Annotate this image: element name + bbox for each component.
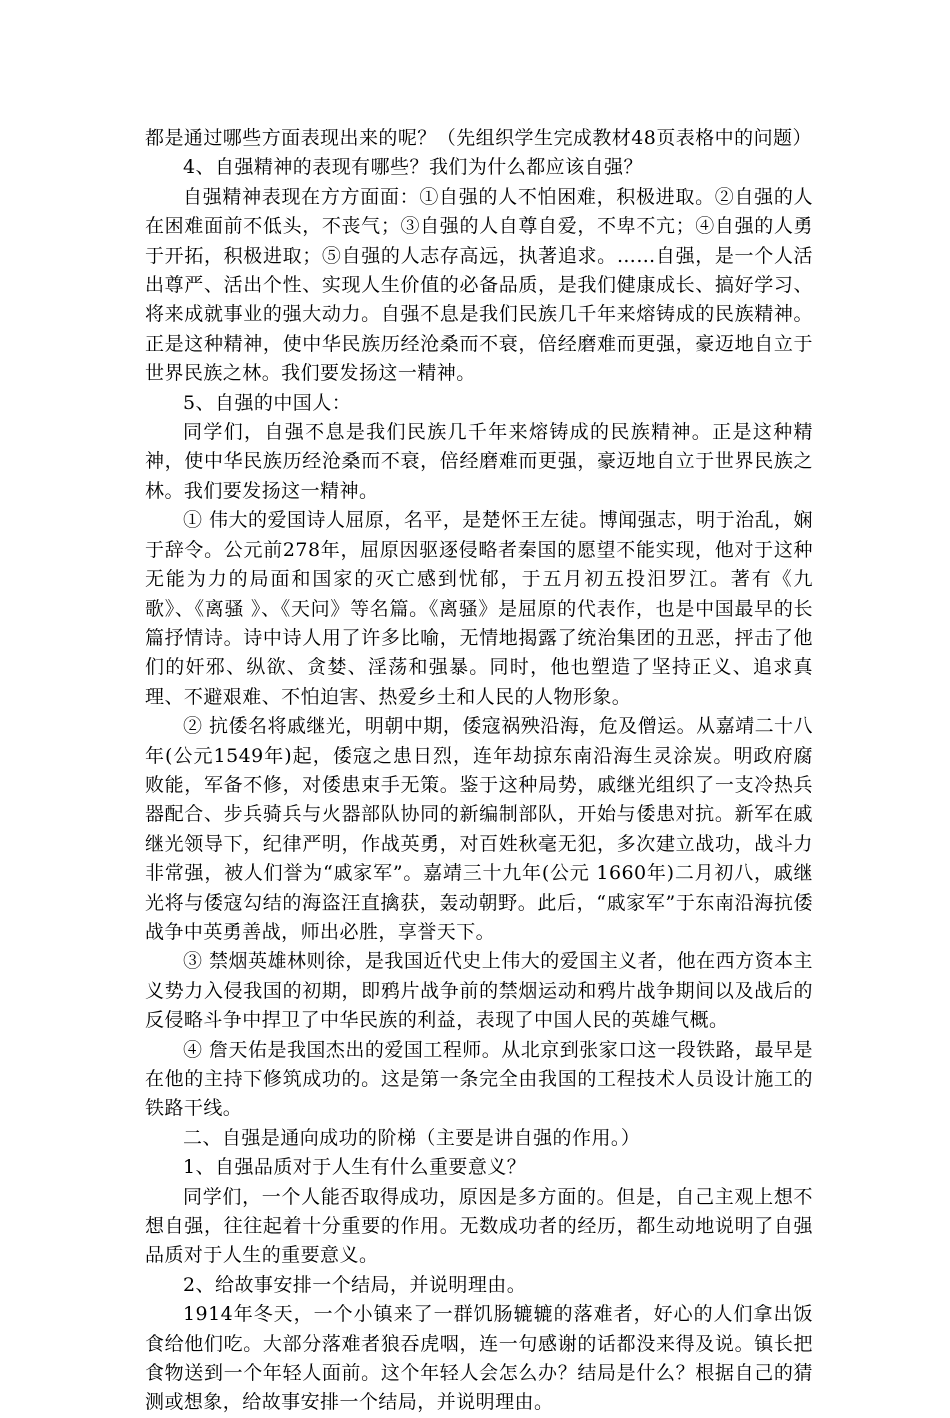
qi-jiguang-paragraph: ② 抗倭名将戚继光，明朝中期，倭寇祸殃沿海，危及僧运。从嘉靖二十八年(公元1549年)起，倭寇之患日烈，连年劫掠东南沿海生灵涂炭。明政府腐败能，军备不修，对倭患束手无策。鉴于这种局势，戚继光组织了一支冷热兵器配合、步兵骑兵与火器部队协同的新编制部队，开始与倭患对抗。新军在戚继光领导下，纪律严明，作战英勇，对百姓秋毫无犯，多次建立战功，战斗力非常强，被人们誉为“戚家军”。嘉靖三十九年(公元 1660年)二月初八，戚继光将与倭寇勾结的海盗汪直擒获，轰动朝野。此后，“戚家军”于东南沿海抗倭战争中英勇善战，师出必胜，享誉天下。 [145, 715, 813, 943]
qu-yuan-paragraph: ① 伟大的爱国诗人屈原，名平，是楚怀王左徒。博闻强志，明于治乱，娴于辞令。公元前278年，屈原因驱逐侵略者秦国的愿望不能实现，他对于这种无能为力的局面和国家的灭亡感到忧郁，于五月初五投汨罗江。著有《九歌》、《离骚 》、《天问》等名篇。《离骚》是屈原的代表作，也是中国最早的长篇抒情诗。诗中诗人用了许多比喻，无情地揭露了统治集团的丑恶，抨击了他们的奸邪、纵欲、贪婪、淫荡和强暴。同时，他也塑造了坚持正义、追求真理、不避艰难、不怕迫害、热爱乡土和人民的人物形象。 [145, 509, 813, 708]
section-2-heading: 二、自强是通向成功的阶梯（主要是讲自强的作用。） [183, 1126, 641, 1149]
paragraph-continuation: 都是通过哪些方面表现出来的呢？（先组织学生完成教材48页表格中的问题） [145, 127, 812, 149]
national-spirit-paragraph: 同学们，自强不息是我们民族几千年来熔铸成的民族精神。正是这种精神，使中华民族历经沧桑而不衰，倍经磨难而更强，豪迈地自立于世界民族之林。我们要发扬这一精神。 [145, 421, 813, 502]
self-improvement-spirit-paragraph: 自强精神表现在方方面面：①自强的人不怕困难，积极进取。②自强的人在困难面前不低头，不丧气；③自强的人自尊自爱，不卑不亢；④自强的人勇于开拓，积极进取；⑤自强的人志存高远，执著追求。……自强，是一个人活出尊严、活出个性、实现人生价值的必备品质，是我们健康成长、搞好学习、将来成就事业的强大动力。自强不息是我们民族几千年来熔铸成的民族精神。正是这种精神，使中华民族历经沧桑而不衰，倍经磨难而更强，豪迈地自立于世界民族之林。我们要发扬这一精神。 [145, 185, 813, 385]
zhan-tianyou-paragraph: ④ 詹天佑是我国杰出的爱国工程师。从北京到张家口这一段铁路，最早是在他的主持下修筑成功的。这是第一条完全由我国的工程技术人员设计施工的铁路干线。 [145, 1038, 813, 1120]
success-paragraph: 同学们，一个人能否取得成功，原因是多方面的。但是，自己主观上想不想自强，往往起着十分重要的作用。无数成功者的经历，都生动地说明了自强品质对于人生的重要意义。 [145, 1185, 813, 1267]
question-4-heading: 4、自强精神的表现有哪些？我们为什么都应该自强？ [183, 156, 643, 179]
question-2-heading: 2、给故事安排一个结局，并说明理由。 [183, 1273, 527, 1296]
document-body [145, 124, 813, 1418]
lin-zexu-paragraph: ③ 禁烟英雄林则徐，是我国近代史上伟大的爱国主义者，他在西方资本主义势力入侵我国的初期，即鸦片战争前的禁烟运动和鸦片战争期间以及战后的反侵略斗争中捍卫了中华民族的利益，表现了中国人民的英雄气概。 [145, 950, 813, 1032]
question-5-heading: 5、自强的中国人： [183, 391, 352, 414]
question-1-heading: 1、自强品质对于人生有什么重要意义？ [183, 1156, 527, 1179]
story-paragraph: 1914年冬天，一个小镇来了一群饥肠辘辘的落难者，好心的人们拿出饭食给他们吃。大部分落难者狼吞虎咽，连一句感谢的话都没来得及说。镇长把食物送到一个年轻人面前。这个年轻人会怎么办？结局是什么？根据自己的猜测或想象，给故事安排一个结局，并说明理由。 [145, 1303, 813, 1414]
